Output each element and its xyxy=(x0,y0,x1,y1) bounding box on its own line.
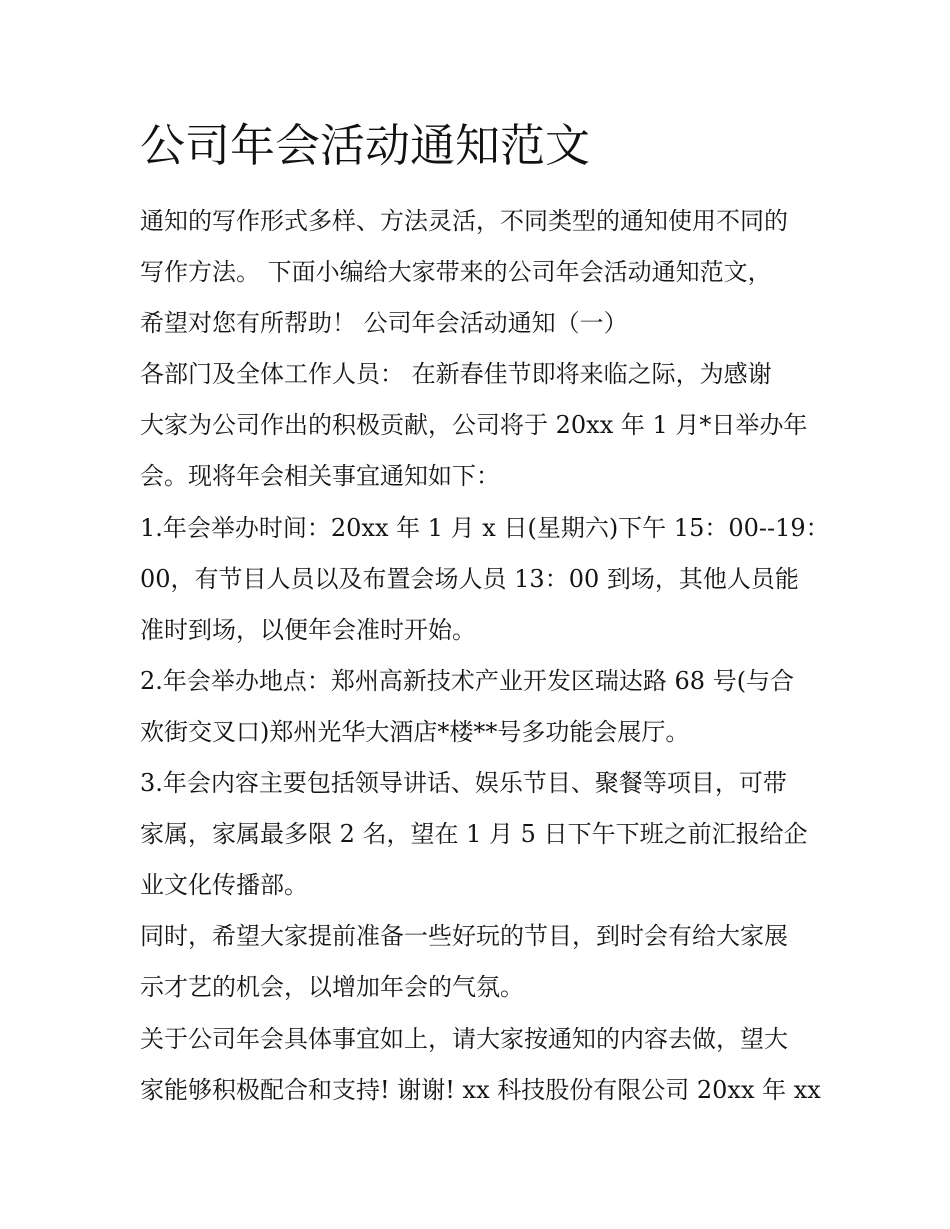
body-line: 希望对您有所帮助！ 公司年会活动通知（一） xyxy=(140,309,628,338)
body-line: 写作方法。 下面小编给大家带来的公司年会活动通知范文， xyxy=(140,258,772,287)
document-body xyxy=(140,196,830,1116)
body-line: 家能够积极配合和支持! 谢谢! xx 科技股份有限公司 20xx 年 xx xyxy=(140,1075,821,1104)
body-line: 会。现将年会相关事宜通知如下： xyxy=(140,462,500,491)
body-line: 00，有节目人员以及布置会场人员 13：00 到场，其他人员能 xyxy=(140,564,799,593)
body-line: 同时，希望大家提前准备一些好玩的节目，到时会有给大家展 xyxy=(140,922,788,951)
body-line: 关于公司年会具体事宜如上，请大家按通知的内容去做，望大 xyxy=(140,1024,788,1053)
body-line: 家属，家属最多限 2 名，望在 1 月 5 日下午下班之前汇报给企 xyxy=(140,820,808,849)
body-line: 欢街交叉口)郑州光华大酒店*楼**号多功能会展厅。 xyxy=(140,717,690,746)
body-line: 1.年会举办时间：20xx 年 1 月 x 日(星期六)下午 15：00--19： xyxy=(140,513,830,542)
body-line: 3.年会内容主要包括领导讲话、娱乐节目、聚餐等项目，可带 xyxy=(140,769,787,798)
body-line: 示才艺的机会，以增加年会的气氛。 xyxy=(140,973,524,1002)
body-line: 准时到场，以便年会准时开始。 xyxy=(140,615,476,644)
body-line: 2.年会举办地点：郑州高新技术产业开发区瑞达路 68 号(与合 xyxy=(140,666,795,695)
body-line: 业文化传播部。 xyxy=(140,871,308,900)
body-line: 大家为公司作出的积极贡献，公司将于 20xx 年 1 月*日举办年 xyxy=(140,411,808,440)
body-line: 通知的写作形式多样、方法灵活，不同类型的通知使用不同的 xyxy=(140,207,788,235)
document-title: 公司年会活动通知范文 xyxy=(140,119,591,172)
body-line: 各部门及全体工作人员： 在新春佳节即将来临之际，为感谢 xyxy=(140,360,772,389)
